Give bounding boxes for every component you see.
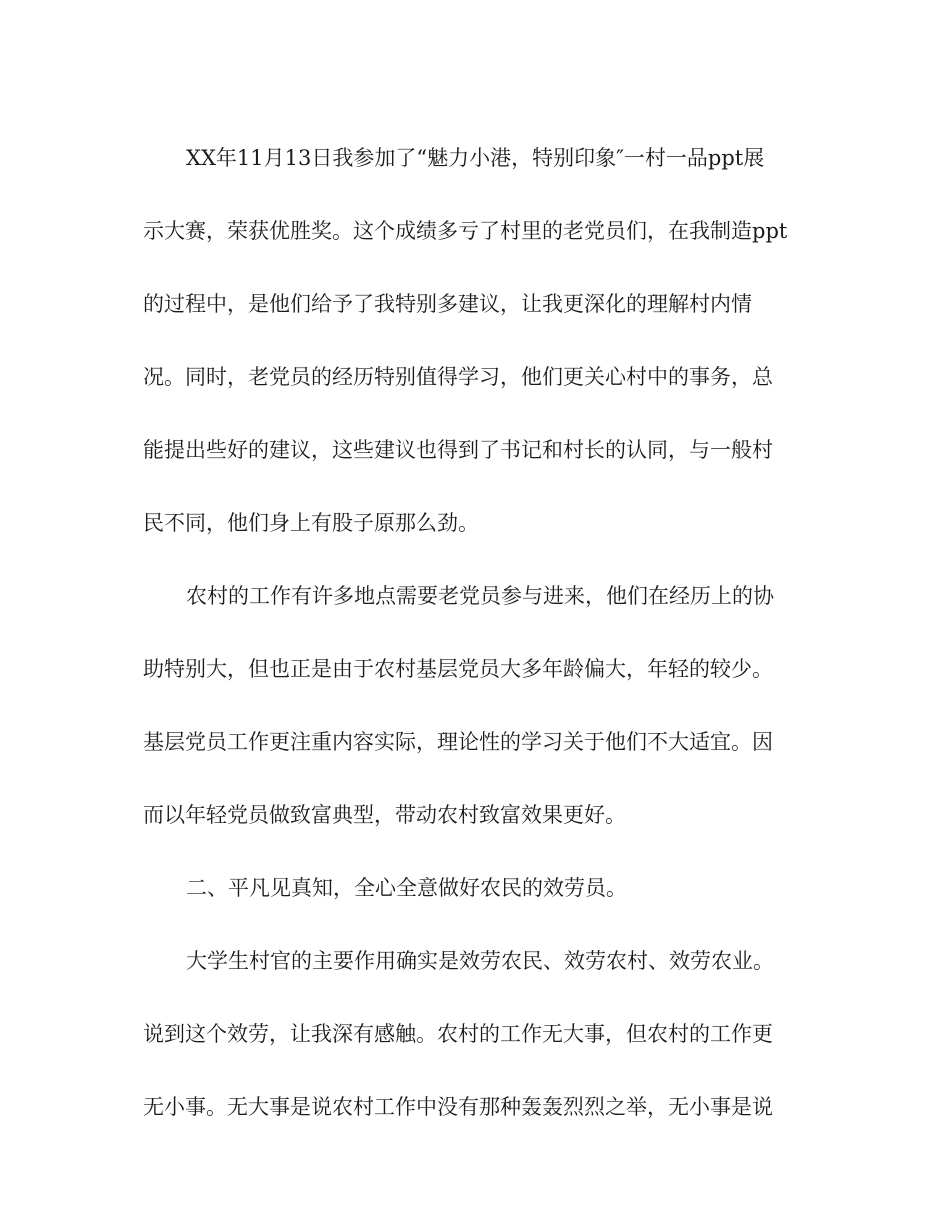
paragraph-line: 而以年轻党员做致富典型，带动农村致富效果更好。 <box>143 803 626 827</box>
paragraph-line: 说到这个效劳，让我深有感触。农村的工作无大事，但农村的工作更 <box>143 1022 773 1046</box>
paragraph-line: XX年11月13日我参加了“魅力小港，特别印象″一村一品ppt展 <box>186 146 765 170</box>
paragraph-line: 能提出些好的建议，这些建议也得到了书记和村长的认同，与一般村 <box>143 438 773 462</box>
paragraph-line: 无小事。无大事是说农村工作中没有那种轰轰烈烈之举，无小事是说 <box>143 1095 773 1119</box>
paragraph-line: 示大赛，荣获优胜奖。这个成绩多亏了村里的老党员们，在我制造ppt <box>143 219 788 243</box>
paragraph-line: 农村的工作有许多地点需要老党员参与进来，他们在经历上的协 <box>186 584 774 608</box>
paragraph-line: 基层党员工作更注重内容实际，理论性的学习关于他们不大适宜。因 <box>143 730 773 754</box>
paragraph-line: 的过程中，是他们给予了我特别多建议，让我更深化的理解村内情 <box>143 292 752 316</box>
paragraph-line: 民不同，他们身上有股子原那么劲。 <box>143 511 479 535</box>
paragraph-line: 况。同时，老党员的经历特别值得学习，他们更关心村中的事务，总 <box>143 365 773 389</box>
paragraph-line: 助特别大，但也正是由于农村基层党员大多年龄偏大，年轻的较少。 <box>143 657 773 681</box>
paragraph-line: 大学生村官的主要作用确实是效劳农民、效劳农村、效劳农业。 <box>186 949 774 973</box>
document-body <box>143 122 813 1144</box>
section-heading: 二、平凡见真知，全心全意做好农民的效劳员。 <box>186 876 627 900</box>
